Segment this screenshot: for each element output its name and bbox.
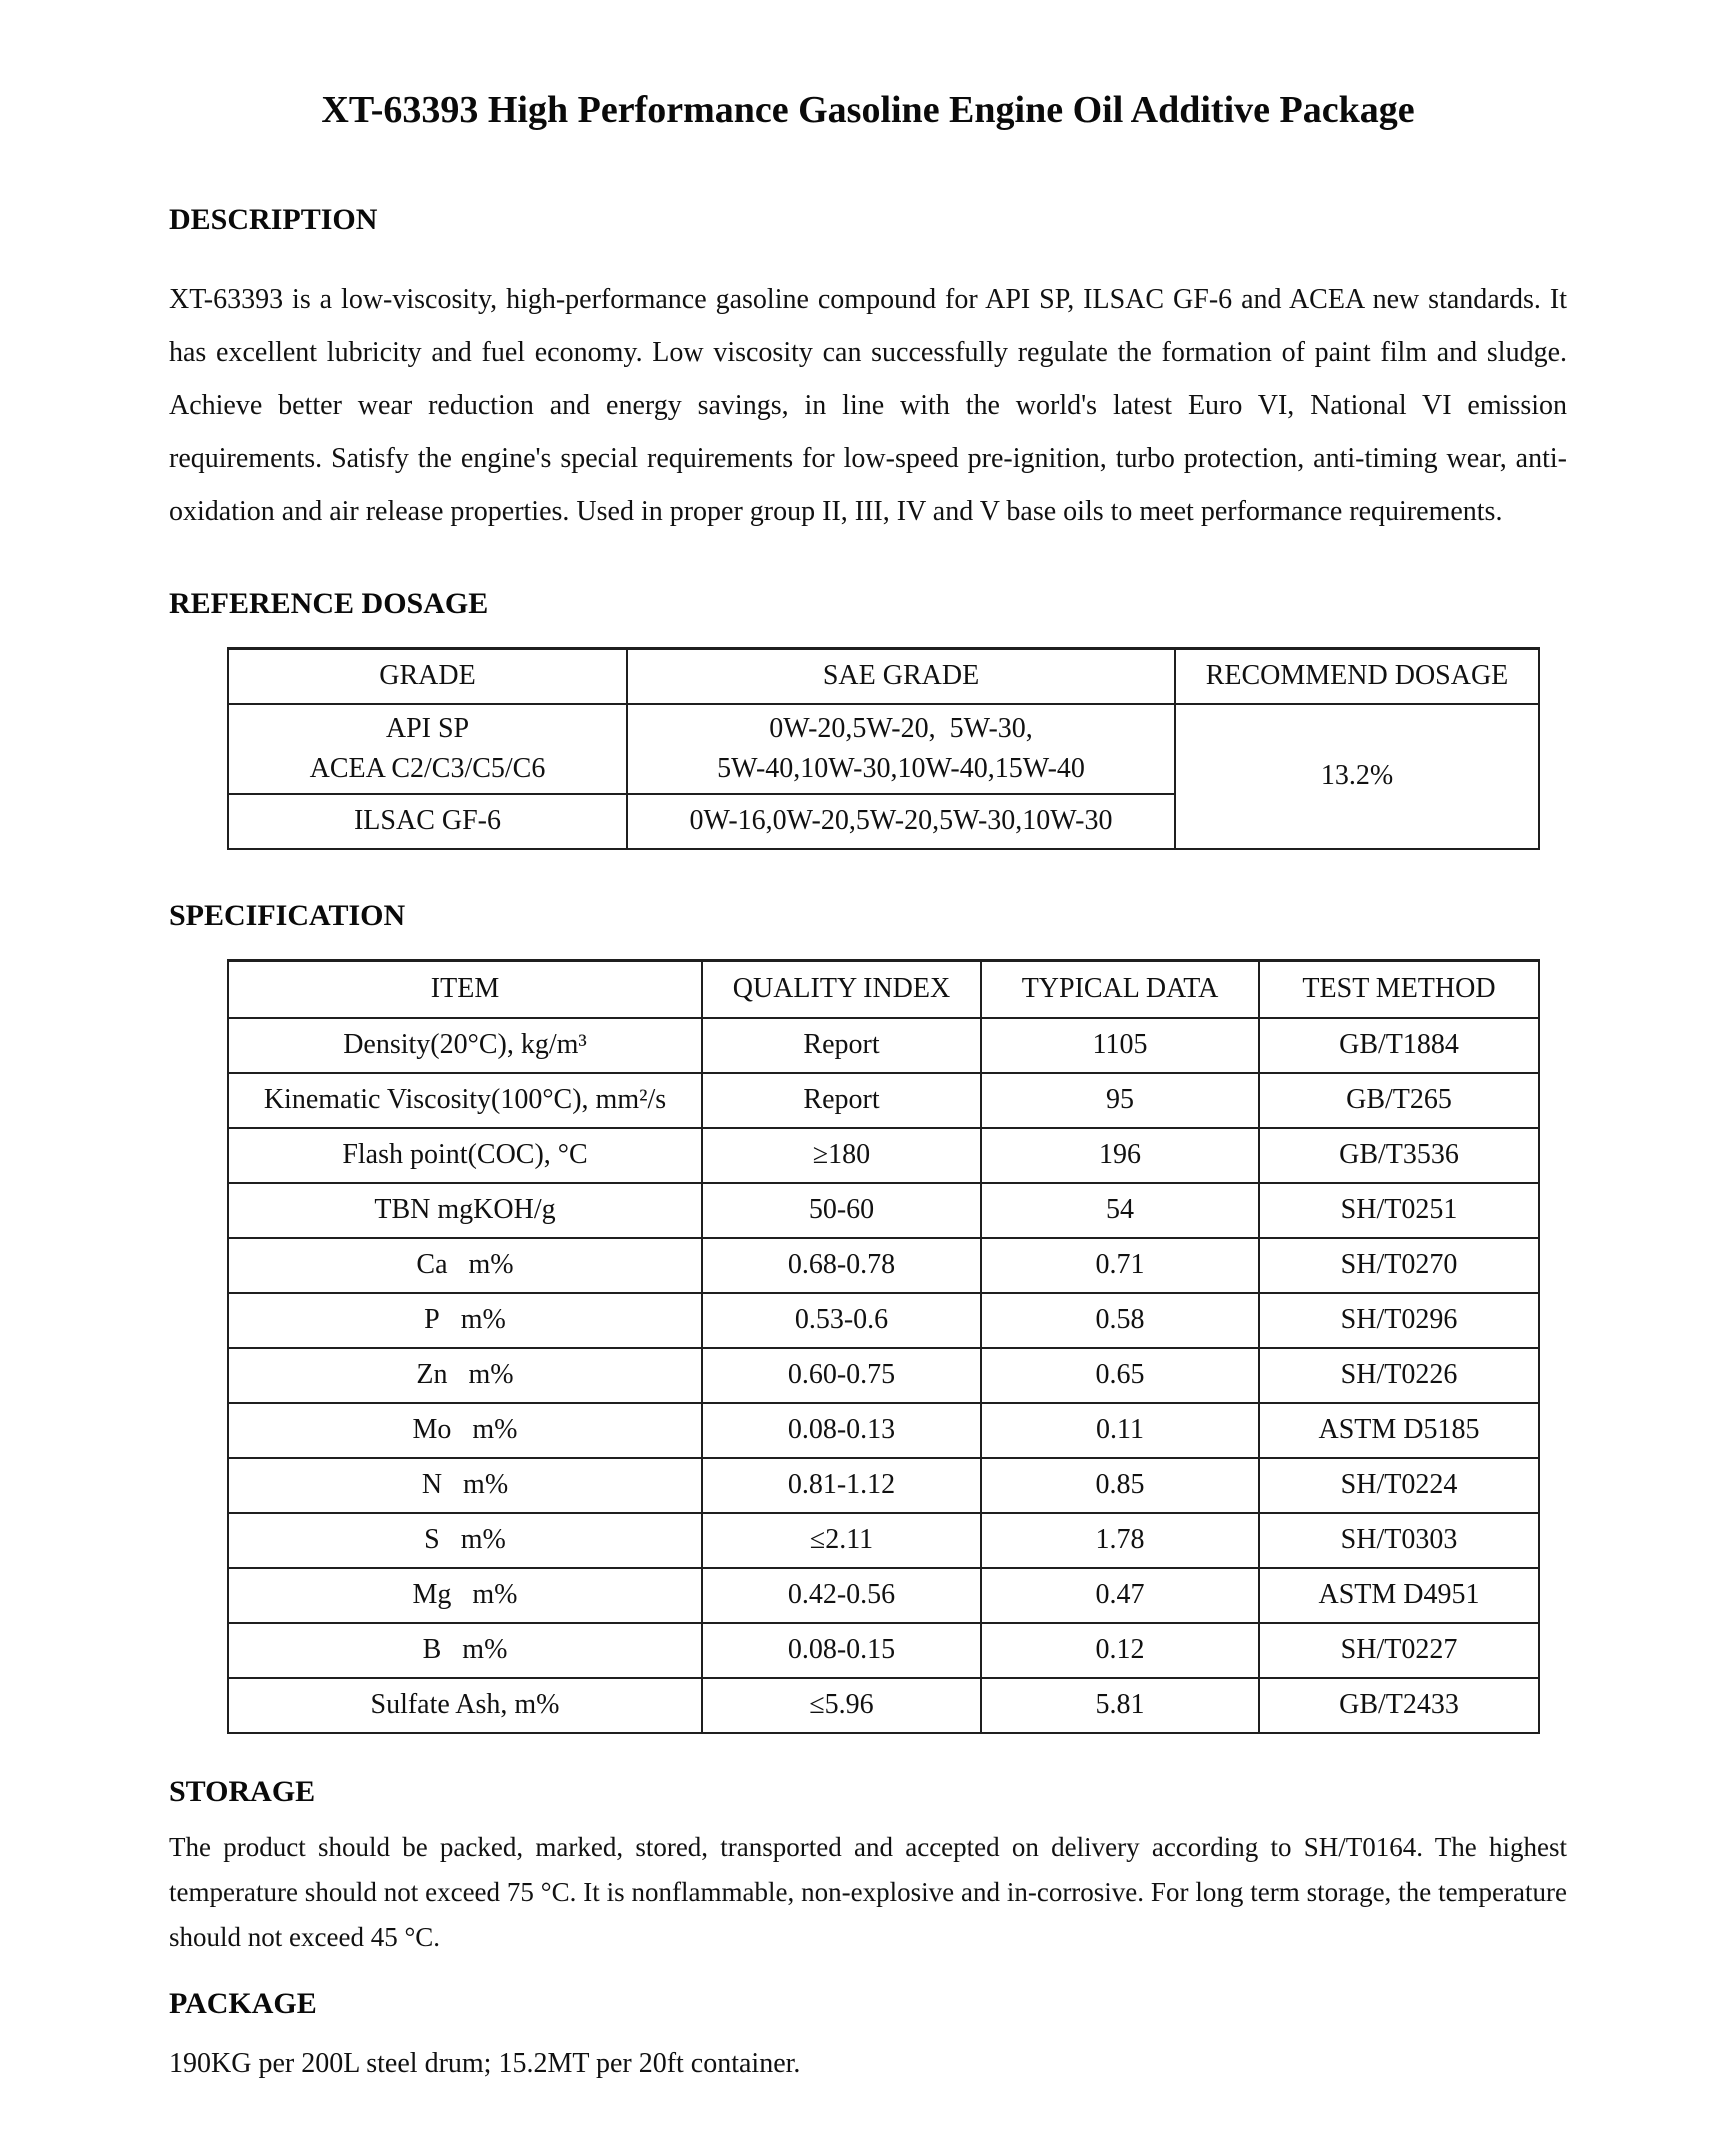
spec-cell-quality: Report — [702, 1073, 981, 1128]
spec-header-typical-data: TYPICAL DATA — [981, 960, 1259, 1018]
table-row — [228, 1238, 1539, 1293]
spec-cell-item: Ca m% — [228, 1238, 702, 1293]
spec-cell-quality: 0.42-0.56 — [702, 1568, 981, 1623]
section-heading-package: PACKAGE — [169, 1986, 317, 2020]
spec-cell-quality: 0.08-0.13 — [702, 1403, 981, 1458]
spec-cell-quality: 50-60 — [702, 1183, 981, 1238]
spec-cell-item: S m% — [228, 1513, 702, 1568]
spec-cell-typical: 95 — [981, 1073, 1259, 1128]
spec-header-quality-index: QUALITY INDEX — [702, 960, 981, 1018]
dosage-header-grade: GRADE — [228, 648, 627, 704]
section-heading-reference-dosage: REFERENCE DOSAGE — [169, 586, 489, 620]
sae-line: 0W-20,5W-20, 5W-30, — [769, 712, 1033, 744]
spec-cell-method: SH/T0251 — [1259, 1183, 1539, 1238]
spec-cell-method: SH/T0226 — [1259, 1348, 1539, 1403]
table-row — [228, 1018, 1539, 1073]
spec-cell-typical: 5.81 — [981, 1678, 1259, 1733]
spec-cell-method: GB/T265 — [1259, 1073, 1539, 1128]
spec-cell-method: SH/T0296 — [1259, 1293, 1539, 1348]
table-row — [228, 1623, 1539, 1678]
spec-cell-item: Mo m% — [228, 1403, 702, 1458]
spec-cell-item: P m% — [228, 1293, 702, 1348]
dosage-cell-recommend-value: 13.2% — [1175, 704, 1539, 849]
table-row — [228, 704, 1539, 794]
table-row — [228, 1293, 1539, 1348]
dosage-header-sae-grade: SAE GRADE — [627, 648, 1175, 704]
spec-cell-item: B m% — [228, 1623, 702, 1678]
package-paragraph: 190KG per 200L steel drum; 15.2MT per 20ft container. — [169, 2047, 801, 2079]
table-row — [228, 1128, 1539, 1183]
spec-cell-item: N m% — [228, 1458, 702, 1513]
spec-cell-quality: 0.53-0.6 — [702, 1293, 981, 1348]
table-row — [228, 1513, 1539, 1568]
table-row — [228, 1073, 1539, 1128]
spec-cell-method: ASTM D4951 — [1259, 1568, 1539, 1623]
dosage-cell-grade — [228, 704, 627, 794]
dosage-cell-sae: 0W-16,0W-20,5W-20,5W-30,10W-30 — [627, 794, 1175, 849]
reference-dosage-table — [227, 647, 1540, 850]
spec-cell-item: Zn m% — [228, 1348, 702, 1403]
table-row — [228, 1458, 1539, 1513]
spec-cell-method: GB/T1884 — [1259, 1018, 1539, 1073]
spec-cell-typical: 0.71 — [981, 1238, 1259, 1293]
spec-cell-quality: ≤2.11 — [702, 1513, 981, 1568]
spec-cell-method: GB/T3536 — [1259, 1128, 1539, 1183]
table-row — [228, 1403, 1539, 1458]
spec-cell-quality: ≥180 — [702, 1128, 981, 1183]
spec-cell-typical: 0.12 — [981, 1623, 1259, 1678]
spec-cell-quality: 0.68-0.78 — [702, 1238, 981, 1293]
spec-header-row — [228, 960, 1539, 1018]
spec-cell-typical: 0.11 — [981, 1403, 1259, 1458]
spec-cell-typical: 1.78 — [981, 1513, 1259, 1568]
storage-paragraph: The product should be packed, marked, stored, transported and accepted on delivery according to SH/T0164. The highest temperature should not exceed 75 °C. It is nonflammable, non-explosive and in-corrosive. For long term storage, the temperature should not exceed 45 °C. — [169, 1831, 1567, 1952]
section-heading-description: DESCRIPTION — [169, 202, 378, 236]
spec-cell-typical: 0.58 — [981, 1293, 1259, 1348]
spec-cell-item: Kinematic Viscosity(100°C), mm²/s — [228, 1073, 702, 1128]
spec-cell-quality: 0.81-1.12 — [702, 1458, 981, 1513]
dosage-header-row — [228, 648, 1539, 704]
spec-cell-typical: 0.85 — [981, 1458, 1259, 1513]
dosage-header-recommend-dosage: RECOMMEND DOSAGE — [1175, 648, 1539, 704]
spec-cell-item: Flash point(COC), °C — [228, 1128, 702, 1183]
spec-cell-method: GB/T2433 — [1259, 1678, 1539, 1733]
spec-cell-typical: 196 — [981, 1128, 1259, 1183]
spec-cell-quality: 0.08-0.15 — [702, 1623, 981, 1678]
section-heading-specification: SPECIFICATION — [169, 898, 406, 932]
dosage-cell-grade: ILSAC GF-6 — [228, 794, 627, 849]
sae-line: 5W-40,10W-30,10W-40,15W-40 — [717, 752, 1085, 784]
dosage-cell-sae — [627, 704, 1175, 794]
page-title: XT-63393 High Performance Gasoline Engine Oil Additive Package — [321, 89, 1415, 131]
grade-line: API SP — [385, 712, 470, 744]
spec-cell-typical: 1105 — [981, 1018, 1259, 1073]
spec-cell-method: SH/T0227 — [1259, 1623, 1539, 1678]
specification-table — [227, 959, 1540, 1734]
table-row — [228, 1678, 1539, 1733]
spec-cell-item: Density(20°C), kg/m³ — [228, 1018, 702, 1073]
table-row — [228, 1348, 1539, 1403]
spec-cell-item: Mg m% — [228, 1568, 702, 1623]
spec-cell-method: SH/T0224 — [1259, 1458, 1539, 1513]
table-row — [228, 1568, 1539, 1623]
spec-cell-item: Sulfate Ash, m% — [228, 1678, 702, 1733]
spec-header-item: ITEM — [228, 960, 702, 1018]
spec-cell-quality: ≤5.96 — [702, 1678, 981, 1733]
spec-header-test-method: TEST METHOD — [1259, 960, 1539, 1018]
section-heading-storage: STORAGE — [169, 1774, 316, 1808]
spec-cell-quality: 0.60-0.75 — [702, 1348, 981, 1403]
table-row — [228, 1183, 1539, 1238]
description-paragraph: XT-63393 is a low-viscosity, high-performance gasoline compound for API SP, ILSAC GF-6 and ACEA new standards. It has excellent lubricity and fuel economy. Low viscosity can successfully regulate the formation of paint film and sludge. Achieve better wear reduction and energy savings, in line with the world's latest Euro VI, National VI emission requirements. Satisfy the engine's special requirements for low-speed pre-ignition, turbo protection, anti-timing wear, anti-oxidation and air release properties. Used in proper group II, III, IV and V base oils to meet performance requirements. — [169, 283, 1567, 527]
spec-cell-method: SH/T0303 — [1259, 1513, 1539, 1568]
spec-cell-typical: 0.65 — [981, 1348, 1259, 1403]
grade-line: ACEA C2/C3/C5/C6 — [309, 752, 546, 784]
spec-cell-method: ASTM D5185 — [1259, 1403, 1539, 1458]
spec-cell-item: TBN mgKOH/g — [228, 1183, 702, 1238]
spec-cell-typical: 0.47 — [981, 1568, 1259, 1623]
spec-cell-typical: 54 — [981, 1183, 1259, 1238]
spec-cell-method: SH/T0270 — [1259, 1238, 1539, 1293]
spec-cell-quality: Report — [702, 1018, 981, 1073]
